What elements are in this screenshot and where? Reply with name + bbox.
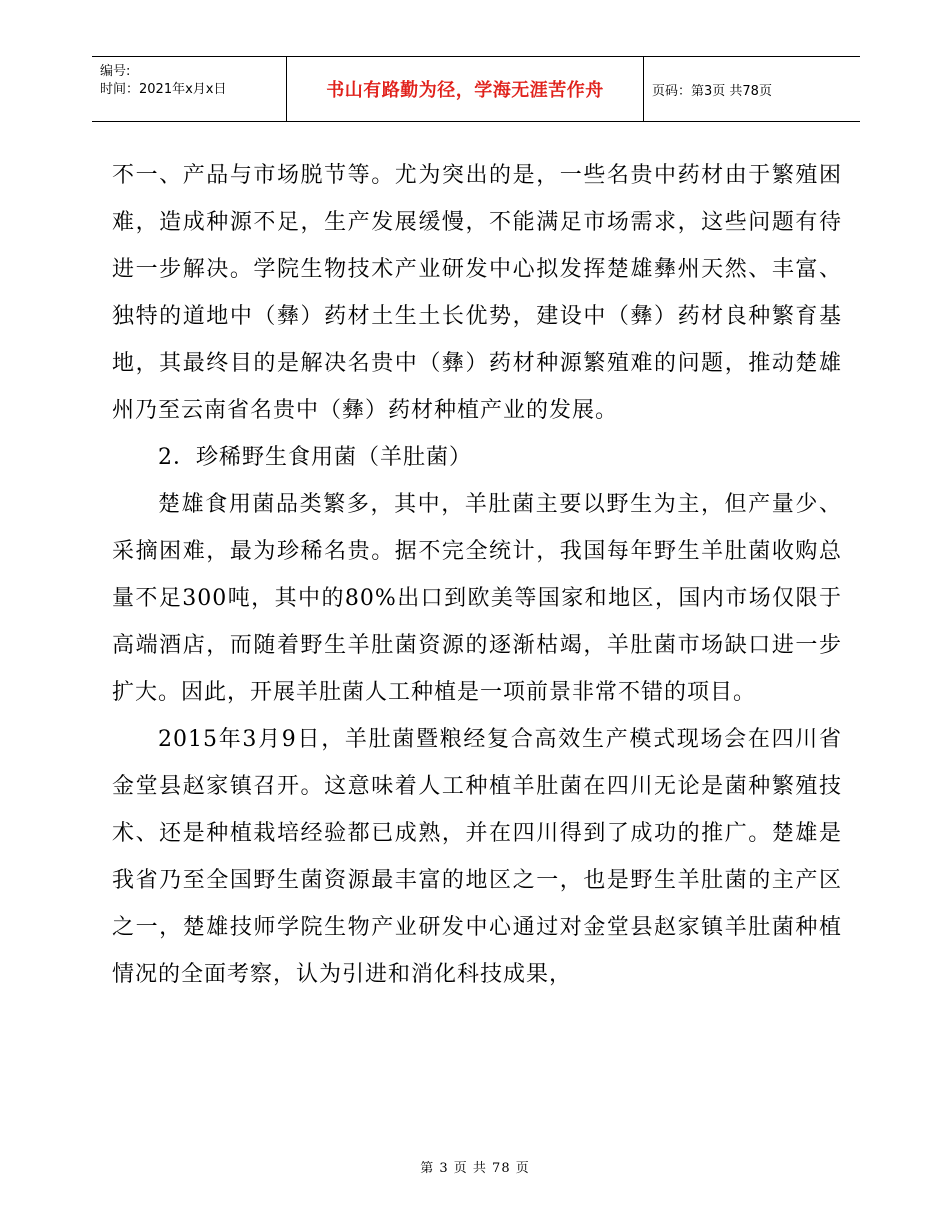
paragraph: 楚雄食用菌品类繁多，其中，羊肚菌主要以野生为主，但产量少、采摘困难，最为珍稀名贵。据不完全统计，我国每年野生羊肚菌收购总量不足300吨，其中的80%出口到欧美等国家和地区，国内市场仅限于高端酒店，而随着野生羊肚菌资源的逐渐枯竭，羊肚菌市场缺口进一步扩大。因此，开展羊肚菌人工种植是一项前景非常不错的项目。 xyxy=(112,492,842,705)
time-label: 时间：2021年x月x日 xyxy=(100,82,227,97)
paragraph: 2015年3月9日，羊肚菌暨粮经复合高效生产模式现场会在四川省金堂县赵家镇召开。这意味着人工种植羊肚菌在四川无论是菌种繁殖技术、还是种植栽培经验都已成熟，并在四川得到了成功的推广。楚雄是我省乃至全国野生菌资源最丰富的地区之一，也是野生羊肚菌的主产区之一，楚雄技师学院生物产业研发中心通过对金堂县赵家镇羊肚菌种植情况的全面考察，认为引进和消化科技成果， xyxy=(112,727,842,987)
document-body xyxy=(112,152,842,998)
page-footer: 第 3 页 共 78 页 xyxy=(420,1161,530,1176)
header-page-info: 页码：第3页 共78页 xyxy=(652,83,772,99)
page-header xyxy=(92,56,860,122)
header-motto: 书山有路勤为径，学海无涯苦作舟 xyxy=(326,80,604,101)
header-page-info-cell xyxy=(644,57,860,121)
header-meta xyxy=(92,57,286,121)
section-heading: 2．珍稀野生食用菌（羊肚菌） xyxy=(158,445,472,470)
header-motto-cell xyxy=(286,57,644,121)
paragraph-continued: 不一、产品与市场脱节等。尤为突出的是，一些名贵中药材由于繁殖困难，造成种源不足，生产发展缓慢，不能满足市场需求，这些问题有待进一步解决。学院生物技术产业研发中心拟发挥楚雄彝州天然、丰富、独特的道地中（彝）药材土生土长优势，建设中（彝）药材良种繁育基地，其最终目的是解决名贵中（彝）药材种源繁殖难的问题，推动楚雄州乃至云南省名贵中（彝）药材种植产业的发展。 xyxy=(112,163,842,423)
code-label: 编号: xyxy=(100,64,131,79)
